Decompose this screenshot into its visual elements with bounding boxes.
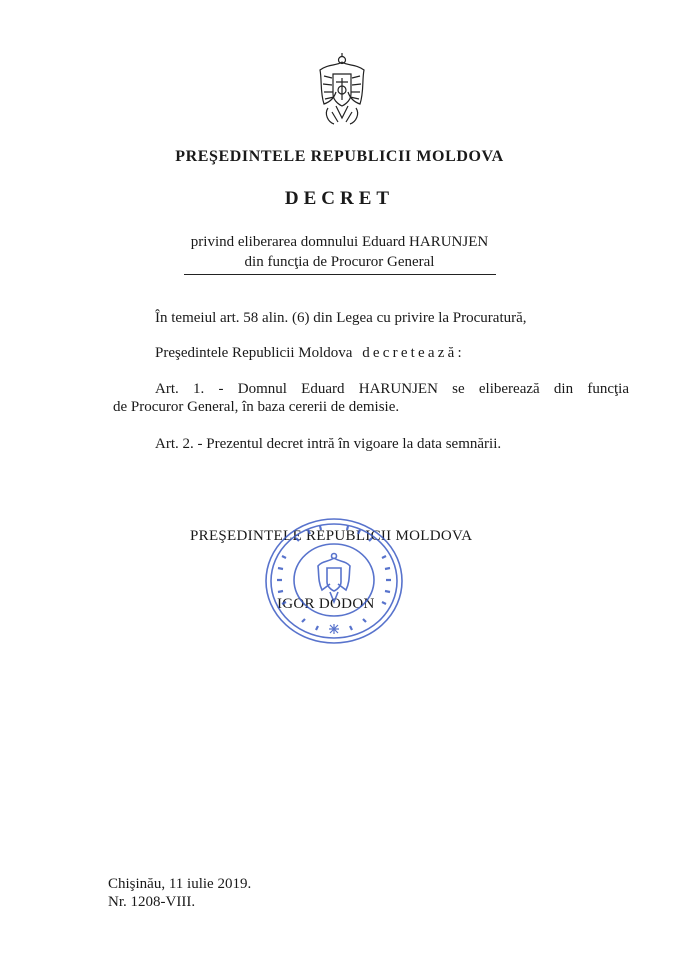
signature-name: IGOR DODON [277, 596, 375, 612]
article-2: Art. 2. - Prezentul decret intră în vigoare la data semnării. [155, 436, 502, 452]
preamble: În temeiul art. 58 alin. (6) din Legea cu privire la Procuratură, [155, 310, 527, 326]
article-1-line-1: Art. 1. - Domnul Eduard HARUNJEN se eliberează din funcţia [155, 381, 629, 397]
place-and-date: Chişinău, 11 iulie 2019. [108, 876, 252, 892]
subtitle-line-2: din funcţia de Procuror General [244, 254, 435, 270]
decree-number: Nr. 1208-VIII. [108, 894, 196, 910]
decree-intro [155, 345, 465, 362]
document-header: PREŞEDINTELE REPUBLICII MOLDOVA [175, 148, 504, 165]
coat-of-arms-icon [314, 52, 370, 128]
decree-verb: decretează: [362, 345, 465, 361]
title-underline [184, 274, 496, 275]
article-1-line-2: de Procuror General, în baza cererii de demisie. [113, 399, 400, 415]
decree-intro-text: Preşedintele Republicii Moldova [155, 345, 353, 361]
subtitle-line-1: privind eliberarea domnului Eduard HARUNJEN [190, 234, 489, 250]
signature-title: PREŞEDINTELE REPUBLICII MOLDOVA [190, 528, 473, 544]
document-title: DECRET [284, 188, 395, 209]
official-stamp [262, 516, 406, 646]
